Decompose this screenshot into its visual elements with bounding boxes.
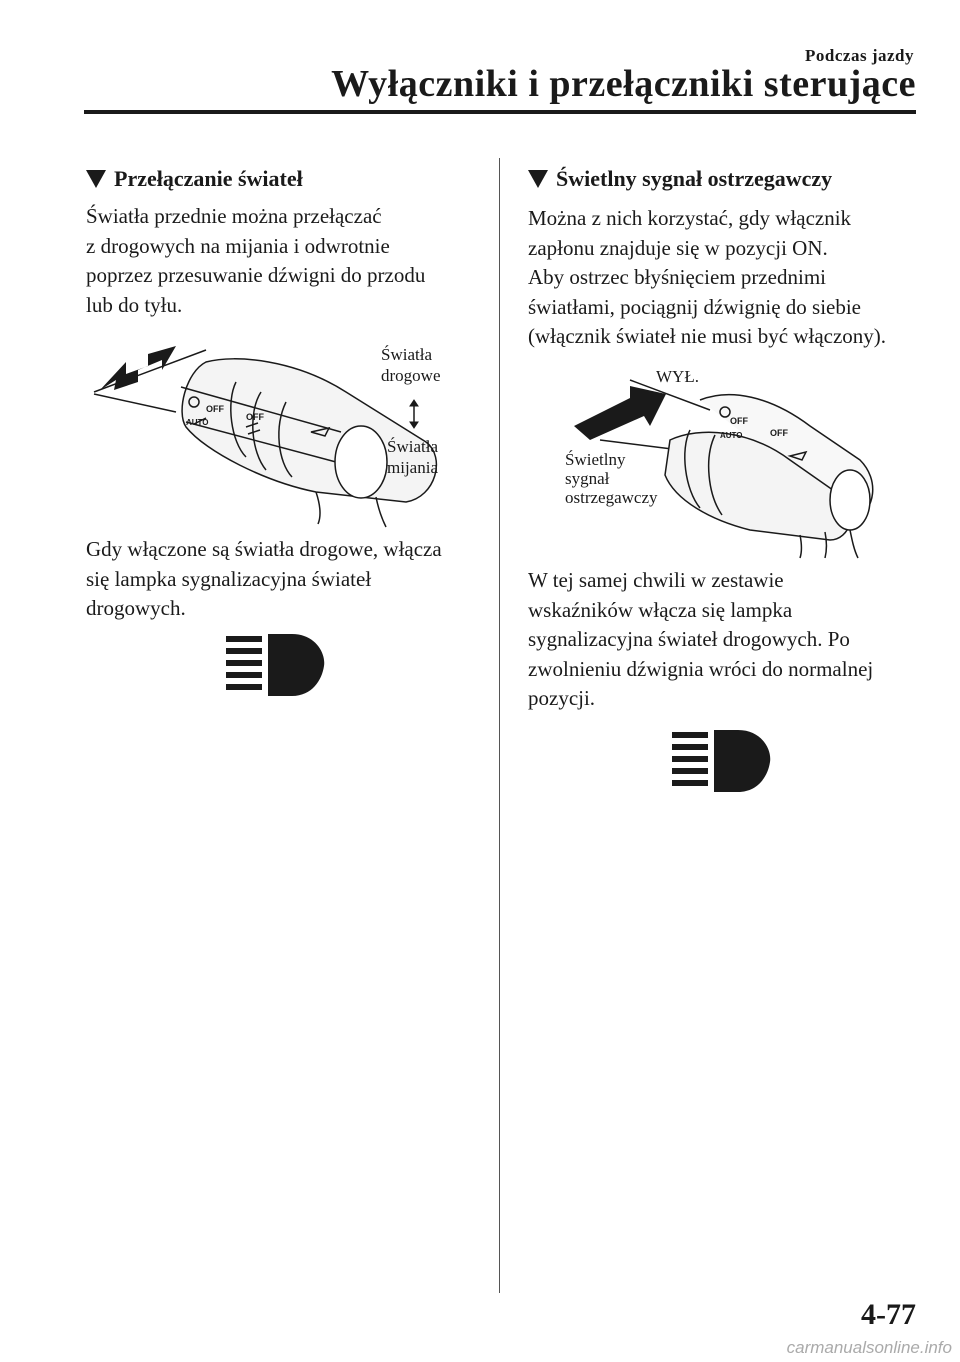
left-note [86,535,442,624]
text-line: lub do tyłu. [86,292,183,317]
text-line: Gdy włączone są światła drogowe, włącza [86,537,442,561]
text-line: sygnalizacyjna świateł drogowych. Po [528,627,850,651]
lever-mark: OFF [730,416,748,426]
watermark: carmanualsonline.info [786,1338,952,1357]
header-rule [84,110,916,114]
right-intro [528,204,886,352]
arrow-icon [574,386,666,440]
high-beam-label [381,344,440,386]
text-line: pozycji. [528,686,596,710]
text-line: zapłonu znajduje się w pozycji ON. [528,235,828,260]
high-beam-indicator-icon [226,632,326,698]
label-line: Świetlny [565,450,626,469]
lever-mark: OFF [246,412,264,422]
page-header [0,0,960,150]
low-beam-label [387,436,438,478]
chapter-title: Wyłączniki i przełączniki sterujące [331,63,916,105]
lever-mark: OFF [770,428,788,438]
triangle-bullet-icon [528,170,548,188]
text-line: poprzez przesuwanie dźwigni do przodu [86,263,426,287]
text-line: z drogowych na mijania i odwrotnie [86,233,390,258]
text-line: Światła przednie można przełączać [86,204,382,228]
section-label: Podczas jazdy [805,46,914,65]
text-line: się lampka sygnalizacyjna świateł [86,566,372,591]
label-line: Światła [381,345,432,364]
triangle-bullet-icon [86,170,106,188]
text-line: Można z nich korzystać, gdy włącznik [528,206,852,230]
off-label: WYŁ. [656,367,699,386]
right-heading-text: Świetlny sygnał ostrzegawczy [556,166,833,191]
left-heading [86,166,303,192]
guide-line [94,394,176,412]
text-line: wskaźników włącza się lampka [528,597,793,622]
column-divider [499,158,500,1293]
guide-line [600,440,680,450]
text-line: drogowych. [86,596,186,620]
left-heading-text: Przełączanie świateł [114,166,303,191]
label-line: Światła [387,437,438,456]
label-line: mijania [387,458,438,477]
text-line: światłami, pociągnij dźwignię do siebie [528,294,862,319]
left-intro [86,202,425,320]
up-down-arrow-icon [410,400,418,428]
double-arrow-icon [100,346,176,390]
label-line: drogowe [381,366,441,385]
label-line: ostrzegawczy [565,488,658,507]
lever-mark: AUTO [186,418,209,427]
lever-mark: OFF [206,404,224,414]
flash-signal-label [565,450,658,507]
text-line: zwolnieniu dźwignia wróci do normalnej [528,656,874,681]
text-line: Aby ostrzec błyśnięciem przednimi [528,265,826,289]
text-line: W tej samej chwili w zestawie [528,568,784,592]
right-note [528,566,873,714]
lever-mark: AUTO [720,431,743,440]
high-beam-indicator-icon [672,728,772,794]
page-number: 4-77 [861,1298,916,1331]
text-line: (włącznik świateł nie musi być włączony). [528,324,887,348]
right-heading [528,166,832,192]
label-line: sygnał [565,469,610,488]
